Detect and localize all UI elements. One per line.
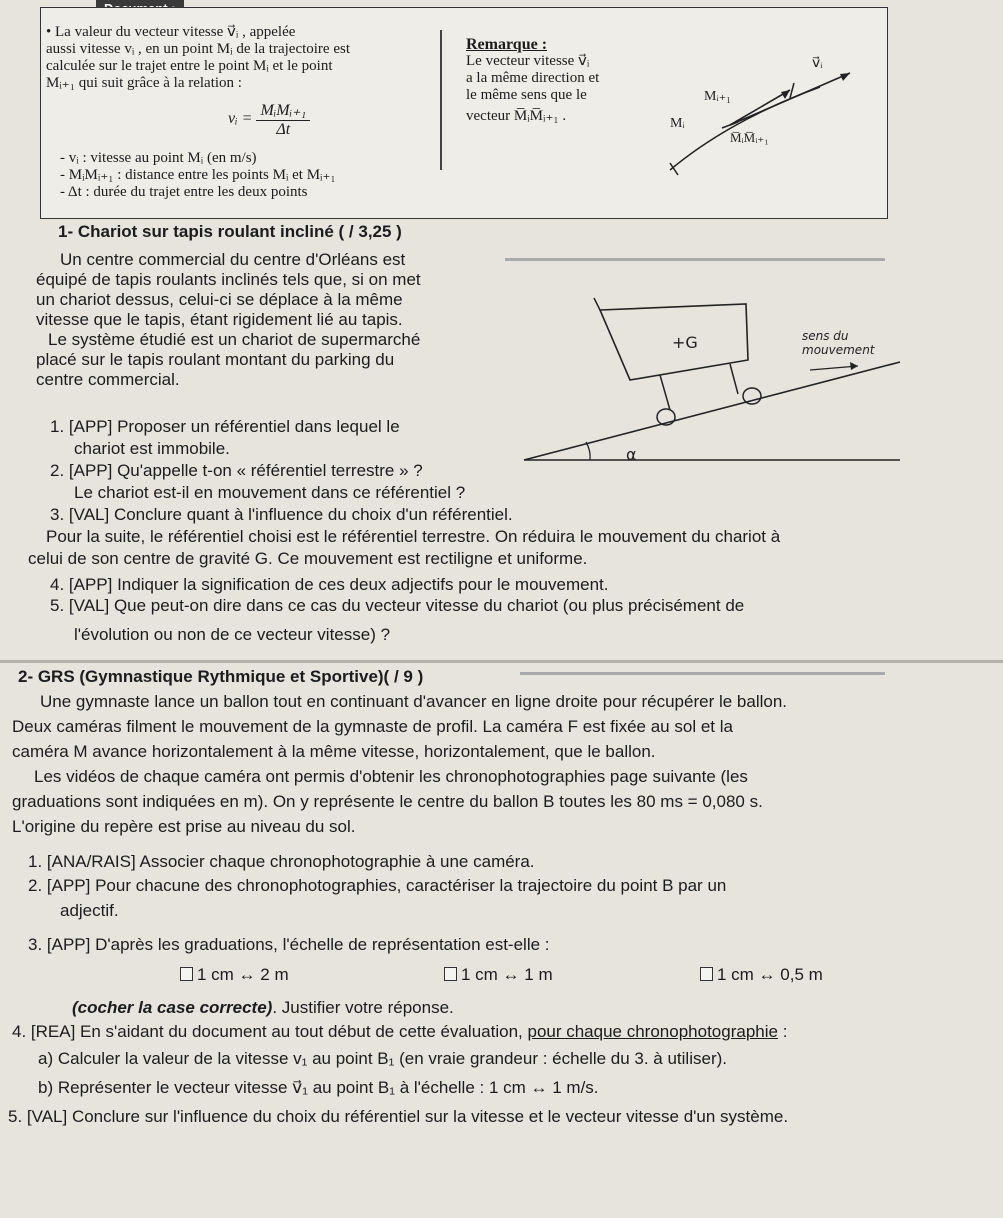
section2-top-rule xyxy=(0,660,1003,663)
option-label: 1 cm ↔ 2 m xyxy=(197,965,289,984)
s2-line: Les vidéos de chaque caméra ont permis d'obtenir les chronophotographies page suivante (les xyxy=(34,767,748,786)
s2-q3: 3. [APP] D'après les graduations, l'échelle de représentation est-elle : xyxy=(28,935,550,954)
s1-q5: 5. [VAL] Que peut-on dire dans ce cas du vecteur vitesse du chariot (ou plus précisément de xyxy=(50,596,745,615)
alpha-label: α xyxy=(626,445,637,464)
velocity-formula xyxy=(228,100,310,139)
option-label: 1 cm ↔ 1 m xyxy=(461,965,553,984)
checkbox-1m[interactable] xyxy=(444,967,457,981)
s2-q4 xyxy=(12,1022,1002,1042)
formula-numerator: MᵢMᵢ₊₁ xyxy=(256,100,310,121)
q3b-rest: . Justifier votre réponse. xyxy=(272,998,454,1017)
s1-para xyxy=(12,527,997,569)
intro-line: placé sur le tapis roulant montant du parking du xyxy=(36,350,395,369)
option-1m[interactable] xyxy=(444,965,553,985)
velocity-vector-figure xyxy=(640,45,870,180)
remarque-line: Le vecteur vitesse v⃗ᵢ xyxy=(466,53,590,69)
s1-q2: 2. [APP] Qu'appelle t-on « référentiel terrestre » ? xyxy=(50,461,423,480)
s2-q4b: b) Représenter le vecteur vitesse v⃗₁ au point B₁ à l'échelle : 1 cm ↔ 1 m/s. xyxy=(38,1078,599,1097)
intro-line: Le système étudié est un chariot de supermarché xyxy=(48,330,421,349)
s1-q1: 1. [APP] Proposer un référentiel dans lequel le xyxy=(50,417,400,436)
section1-rule xyxy=(505,258,885,261)
s2-q5: 5. [VAL] Conclure sur l'influence du choix du référentiel sur la vitesse et le vecteur vitesse d'un système. xyxy=(8,1107,789,1126)
doc-bullet: - vᵢ : vitesse au point Mᵢ (en m/s) xyxy=(60,150,257,166)
mouvement-label: mouvement xyxy=(802,343,875,357)
section2-rule xyxy=(520,672,885,675)
mi1-label: Mᵢ₊₁ xyxy=(704,89,732,104)
cart-incline-figure xyxy=(520,290,905,470)
section2-title: 2- GRS (Gymnastique Rythmique et Sportive)( / 9 ) xyxy=(18,667,424,686)
s2-q4a: a) Calculer la valeur de la vitesse v₁ au point B₁ (en vraie grandeur : échelle du 3. à utiliser). xyxy=(38,1049,727,1068)
option-2m[interactable] xyxy=(180,965,289,985)
s1-q5b: l'évolution ou non de ce vecteur vitesse) ? xyxy=(74,625,391,644)
intro-line: équipé de tapis roulants inclinés tels que, si on met xyxy=(36,270,421,289)
formula-denominator: Δt xyxy=(276,121,291,138)
para-line: Pour la suite, le référentiel choisi est le référentiel terrestre. On réduira le mouvement du chariot à xyxy=(46,527,781,546)
q3b-bold: (cocher la case correcte) xyxy=(72,998,273,1017)
checkbox-05m[interactable] xyxy=(700,967,713,981)
intro-line: vitesse que le tapis, étant rigidement lié au tapis. xyxy=(36,310,403,329)
intro-line: centre commercial. xyxy=(36,370,180,389)
doc-bullet: - Δt : durée du trajet entre les deux points xyxy=(60,184,308,200)
q4-underlined: pour chaque chronophotographie xyxy=(527,1022,778,1041)
doc-line: Mᵢ₊₁ qui suit grâce à la relation : xyxy=(46,75,242,91)
s2-line: graduations sont indiquées en m). On y représente le centre du ballon B toutes les 80 ms = 0,080 s. xyxy=(12,792,763,811)
doc-bullet: - MᵢMᵢ₊₁ : distance entre les points Mᵢ et Mᵢ₊₁ xyxy=(60,167,336,183)
remarque-line: a la même direction et xyxy=(466,70,600,86)
s2-q2: 2. [APP] Pour chacune des chronophotographies, caractériser la trajectoire du point B par un xyxy=(28,876,727,895)
intro-line: un chariot dessus, celui-ci se déplace à la même xyxy=(36,290,403,309)
q4-start: 4. [REA] En s'aidant du document au tout début de cette évaluation, xyxy=(12,1022,528,1041)
remarque-text xyxy=(466,53,599,125)
doc-line: calculée sur le trajet entre le point Mᵢ et le point xyxy=(46,58,333,74)
intro-line: Un centre commercial du centre d'Orléans est xyxy=(60,250,406,269)
section1-intro xyxy=(36,250,516,390)
s2-q3b xyxy=(72,998,454,1018)
s1-q1b: chariot est immobile. xyxy=(74,439,230,458)
remarque-line: vecteur M̅ᵢM̅ᵢ₊₁ . xyxy=(466,108,567,124)
mimi1-label: M̅ᵢM̅ᵢ₊₁ xyxy=(730,130,769,145)
s2-q2b: adjectif. xyxy=(60,901,119,920)
formula-fraction xyxy=(256,100,310,139)
mi-label: Mᵢ xyxy=(670,116,685,131)
doc-line: aussi vitesse vᵢ , en un point Mᵢ de la trajectoire est xyxy=(46,41,350,57)
formula-lhs: vᵢ = xyxy=(228,110,253,128)
para-line: celui de son centre de gravité G. Ce mouvement est rectiligne et uniforme. xyxy=(28,549,588,568)
section2-intro xyxy=(0,692,1003,837)
s1-q2b: Le chariot est-il en mouvement dans ce référentiel ? xyxy=(74,483,466,502)
checkbox-2m[interactable] xyxy=(180,967,193,981)
s2-line: L'origine du repère est prise au niveau du sol. xyxy=(12,817,356,836)
doc-line: • La valeur du vecteur vitesse v⃗ᵢ , appelée xyxy=(46,24,296,40)
remarque-line: le même sens que le xyxy=(466,87,587,103)
option-05m[interactable] xyxy=(700,965,823,985)
vi-label: v⃗ᵢ xyxy=(812,56,823,71)
section1-title: 1- Chariot sur tapis roulant incliné ( / 3,25 ) xyxy=(58,222,402,241)
s2-line: caméra M avance horizontalement à la même vitesse, horizontalement, que le ballon. xyxy=(12,742,656,761)
doc-bullets xyxy=(60,150,336,201)
doc-divider xyxy=(440,30,442,170)
s2-line: Une gymnaste lance un ballon tout en continuant d'avancer en ligne droite pour récupérer le ballon. xyxy=(40,692,788,711)
q4-end: : xyxy=(777,1022,788,1041)
remarque-title: Remarque : xyxy=(466,36,548,53)
option-label: 1 cm ↔ 0,5 m xyxy=(717,965,823,984)
s1-q3: 3. [VAL] Conclure quant à l'influence du choix d'un référentiel. xyxy=(50,505,513,524)
s1-q4: 4. [APP] Indiquer la signification de ces deux adjectifs pour le mouvement. xyxy=(50,575,609,594)
s2-line: Deux caméras filment le mouvement de la gymnaste de profil. La caméra F est fixée au sol et la xyxy=(12,717,733,736)
doc-intro xyxy=(46,24,441,92)
g-label: +G xyxy=(672,333,698,352)
s2-q1: 1. [ANA/RAIS] Associer chaque chronophotographie à une caméra. xyxy=(28,852,535,871)
sens-label: sens du xyxy=(802,329,849,343)
